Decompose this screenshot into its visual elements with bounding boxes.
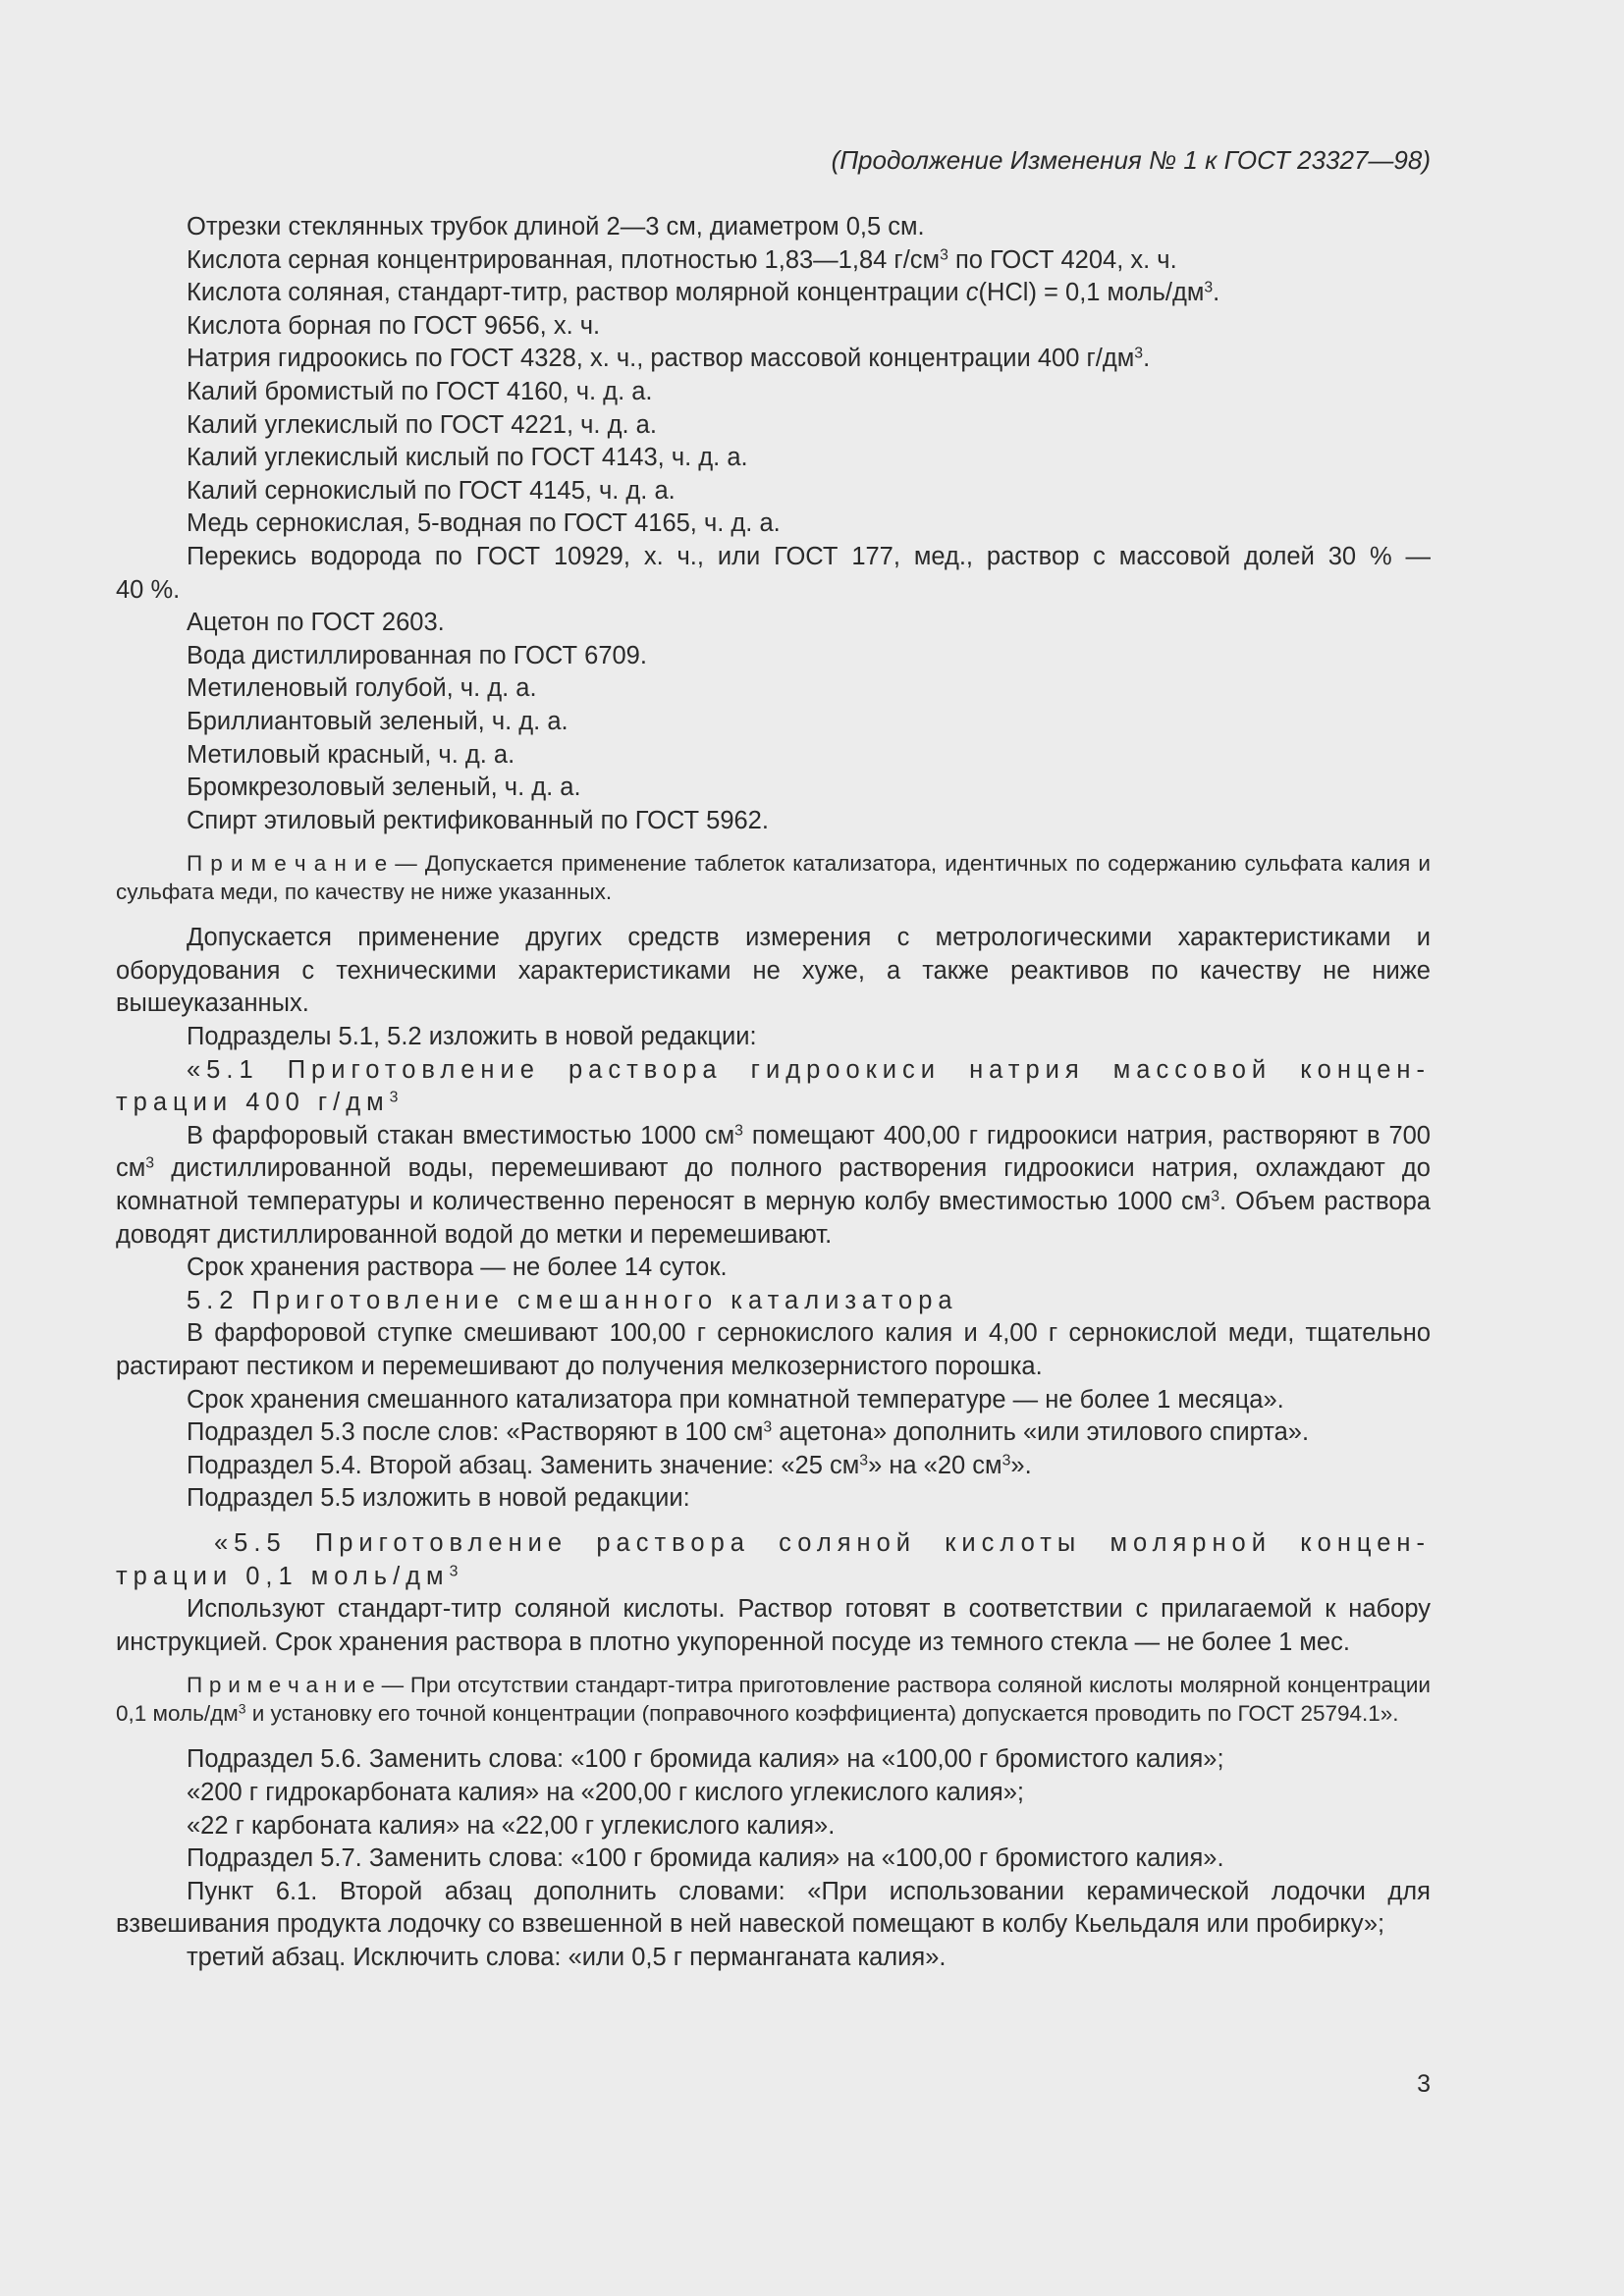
- list-item: Калий бромистый по ГОСТ 4160, ч. д. а.: [187, 377, 653, 405]
- list-item: Кислота соляная, стандарт-титр, раствор молярной концентрации c(HCl) = 0,1 моль/$дм^3$.: [187, 279, 1220, 307]
- list-item: Перекись водорода по ГОСТ 10929, х. ч., или ГОСТ 177, мед., раствор с массовой долей 30 % —: [187, 542, 1431, 570]
- paragraph: Подраздел 5.3 после слов: «Растворяют в 100 $см^3$ ацетона» дополнить «или этилового спирта».: [187, 1418, 1310, 1447]
- list-item: Натрия гидроокись по ГОСТ 4328, х. ч., раствор массовой концентрации 400 $г/дм^3$.: [187, 345, 1151, 373]
- section-heading-5-1: «5.1 Приготовление раствора гидроокиси натрия массовой концен-: [187, 1055, 1431, 1084]
- list-item: Метиленовый голубой, ч. д. а.: [187, 674, 537, 703]
- note-block: П р и м е ч а н и е — При отсутствии стандарт-титра приготовление раствора соляной кислоты молярной концентрации 0,1 моль/$дм^3$ и установку его точной концентрации (поправочного коэффициента) допускается проводить по ГОСТ 25794.1».: [116, 1673, 1431, 1727]
- document-body: [116, 211, 1431, 1975]
- paragraph: Подраздел 5.4. Второй абзац. Заменить значение: «25 $см^3$» на «20 $см^3$».: [187, 1451, 1032, 1479]
- paragraph: Подраздел 5.6. Заменить слова: «100 г бромида калия» на «100,00 г бромистого калия»;: [187, 1745, 1224, 1774]
- list-item: Вода дистиллированная по ГОСТ 6709.: [187, 641, 647, 669]
- paragraph: Подразделы 5.1, 5.2 изложить в новой редакции:: [187, 1023, 757, 1051]
- list-item-continuation: 40 %.: [116, 575, 181, 604]
- paragraph: «200 г гидрокарбоната калия» на «200,00 г кислого углекислого калия»;: [187, 1778, 1024, 1806]
- list-item: Медь сернокислая, 5-водная по ГОСТ 4165, ч. д. а.: [187, 509, 781, 538]
- paragraph: Используют стандарт-титр соляной кислоты. Раствор готовят в соответствии с прилагаемой к набору инструкцией. Срок хранения раствора в плотно укупоренной посуде из темного стекла — не более 1 мес.: [116, 1595, 1431, 1656]
- running-header: (Продолжение Изменения № 1 к ГОСТ 23327—98): [831, 145, 1431, 175]
- note-block: П р и м е ч а н и е — Допускается применение таблеток катализатора, идентичных по содержанию сульфата калия и сульфата меди, по качеству не ниже указанных.: [116, 851, 1432, 905]
- paragraph: Срок хранения раствора — не более 14 суток.: [187, 1254, 728, 1282]
- list-item: Бромкрезоловый зеленый, ч. д. а.: [187, 774, 581, 802]
- paragraph: В фарфоровый стакан вместимостью 1000 $см^3$ помещают 400,00 г гидроокиси натрия, растворяют в 700 $см^3$ дистиллированной воды, перемешивают до полного растворения гидроокиси натрия, охлаждают до комнатной температуры и количественно переносят в мерную колбу вместимостью 1000 $см^3$. Объем раствора доводят дистиллированной водой до метки и перемешивают.: [116, 1121, 1431, 1249]
- list-item: Бриллиантовый зеленый, ч. д. а.: [187, 707, 568, 735]
- paragraph: В фарфоровой ступке смешивают 100,00 г сернокислого калия и 4,00 г сернокислой меди, тщательно растирают пестиком и перемешивают до получения мелкозернистого порошка.: [116, 1319, 1431, 1380]
- list-item: Спирт этиловый ректификованный по ГОСТ 5962.: [187, 806, 769, 834]
- list-item: Отрезки стеклянных трубок длиной 2—3 см, диаметром 0,5 см.: [187, 213, 925, 240]
- list-item: Ацетон по ГОСТ 2603.: [187, 609, 445, 637]
- list-item: Калий сернокислый по ГОСТ 4145, ч. д. а.: [187, 476, 676, 505]
- list-item: Кислота серная концентрированная, плотностью 1,83—1,84 $г/см^3$ по ГОСТ 4204, х. ч.: [187, 245, 1177, 274]
- paragraph: Допускается применение других средств измерения с метрологическими характеристиками и оборудования с техническими характеристиками не хуже, а также реактивов по качеству не ниже вышеуказанных.: [116, 924, 1431, 1018]
- paragraph: Срок хранения смешанного катализатора при комнатной температуре — не более 1 месяца».: [187, 1385, 1284, 1414]
- section-heading-5-1-cont: трации 400 $г/дм^3$: [116, 1089, 405, 1117]
- list-item: Метиловый красный, ч. д. а.: [187, 740, 515, 769]
- section-heading-5-5-cont: трации 0,1 моль/$дм^3$: [116, 1562, 464, 1590]
- paragraph: Подраздел 5.7. Заменить слова: «100 г бромида калия» на «100,00 г бромистого калия».: [187, 1844, 1224, 1873]
- paragraph: «22 г карбоната калия» на «22,00 г углекислого калия».: [187, 1811, 836, 1840]
- list-item: Калий углекислый кислый по ГОСТ 4143, ч. д. а.: [187, 444, 748, 472]
- section-heading-5-2: 5.2 Приготовление смешанного катализатора: [187, 1286, 958, 1314]
- section-heading-5-5: «5.5 Приготовление раствора соляной кислоты молярной концен-: [214, 1528, 1431, 1557]
- paragraph: Пункт 6.1. Второй абзац дополнить словами: «При использовании керамической лодочки для взвешивания продукта лодочку со взвешенной в ней навеской помещают в колбу Кьельдаля или пробирку»;: [116, 1877, 1431, 1939]
- paragraph: Подраздел 5.5 изложить в новой редакции:: [187, 1484, 690, 1513]
- list-item: Кислота борная по ГОСТ 9656, х. ч.: [187, 311, 601, 340]
- list-item: Калий углекислый по ГОСТ 4221, ч. д. а.: [187, 410, 657, 439]
- paragraph: третий абзац. Исключить слова: «или 0,5 г перманганата калия».: [187, 1943, 947, 1971]
- page-number: 3: [1417, 2070, 1431, 2098]
